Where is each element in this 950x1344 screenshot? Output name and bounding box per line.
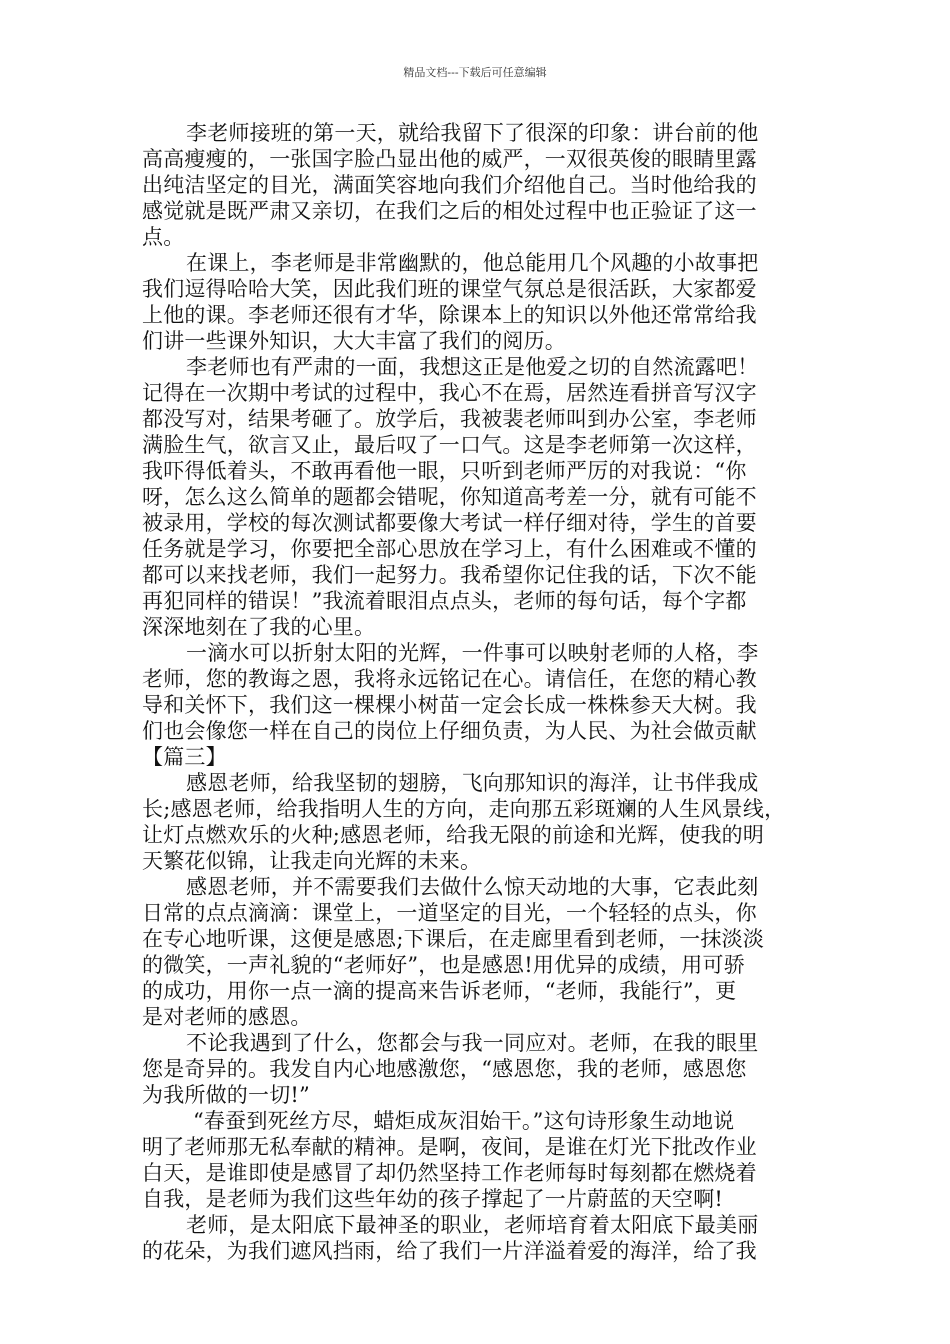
text-line: 我吓得低着头，不敢再看他一眼，只听到老师严厉的对我说：“你 (142, 459, 747, 483)
text-line: 老师，是太阳底下最神圣的职业，老师培育着太阳底下最美丽 (186, 1213, 759, 1237)
text-line: 高高瘦瘦的，一张国字脸凸显出他的威严，一双很英俊的眼睛里露 (142, 147, 757, 171)
text-line: 是对老师的感恩。 (142, 1005, 312, 1029)
text-line: 明了老师那无私奉献的精神。是啊，夜间，是谁在灯光下批改作业 (142, 1135, 757, 1159)
text-line: 白天，是谁即使是感冒了却仍然坚持工作老师每时每刻都在燃烧着 (142, 1161, 757, 1185)
text-line: 在课上，李老师是非常幽默的，他总能用几个风趣的小故事把 (186, 251, 759, 275)
text-line: 我们逗得哈哈大笑，因此我们班的课堂气氛总是很活跃，大家都爱 (142, 277, 757, 301)
text-line: 们讲一些课外知识，大大丰富了我们的阅历。 (142, 329, 566, 353)
text-line: 再犯同样的错误！”我流着眼泪点点头，老师的每句话，每个字都 (142, 589, 747, 613)
text-line: 都没写对，结果考砸了。放学后，我被裴老师叫到办公室，李老师 (142, 407, 757, 431)
text-line: 点。 (142, 225, 185, 249)
text-line: 日常的点点滴滴：课堂上，一道坚定的目光，一个轻轻的点头，你 (142, 901, 757, 925)
text-line: 老师，您的教诲之恩，我将永远铭记在心。请信任，在您的精心教 (142, 667, 757, 691)
text-line: 们也会像您一样在自己的岗位上仔细负责，为人民、为社会做贡献 (142, 719, 757, 743)
text-line: 不论我遇到了什么，您都会与我一同应对。老师，在我的眼里 (186, 1031, 759, 1055)
text-line: 的花朵，为我们遮风挡雨，给了我们一片洋溢着爱的海洋，给了我 (142, 1239, 757, 1263)
text-line: 天繁花似锦，让我走向光辉的未来。 (142, 849, 482, 873)
text-line: 的微笑，一声礼貌的“老师好”，也是感恩!用优异的成绩，用可骄 (142, 953, 745, 977)
text-line: 满脸生气，欲言又止，最后叹了一口气。这是李老师第一次这样， (142, 433, 757, 457)
text-line: 记得在一次期中考试的过程中，我心不在焉，居然连看拼音写汉字 (142, 381, 757, 405)
text-line: 深深地刻在了我的心里。 (142, 615, 376, 639)
text-line: 感恩老师，给我坚韧的翅膀，飞向那知识的海洋，让书伴我成 (186, 771, 759, 795)
text-line: 您是奇异的。我发自内心地感激您，“感恩您，我的老师，感恩您 (142, 1057, 747, 1081)
document-body (142, 120, 818, 1264)
page-header: 精品文档---下载后可任意编辑 (403, 66, 547, 79)
text-line: 一滴水可以折射太阳的光辉，一件事可以映射老师的人格，李 (186, 641, 759, 665)
text-line: 感恩老师，并不需要我们去做什么惊天动地的大事，它表此刻 (186, 875, 759, 899)
text-line: 在专心地听课，这便是感恩;下课后，在走廊里看到老师，一抹淡淡 (142, 927, 765, 951)
text-line: 的成功，用你一点一滴的提高来告诉老师，“老师，我能行”，更 (142, 979, 737, 1003)
text-line: 呀，怎么这么简单的题都会错呢，你知道高考差一分，就有可能不 (142, 485, 757, 509)
text-line: 上他的课。李老师还很有才华，除课本上的知识以外他还常常给我 (142, 303, 757, 327)
text-line: “春蚕到死丝方尽，蜡炬成灰泪始干。”这句诗形象生动地说 (193, 1109, 735, 1133)
text-line: 让灯点燃欢乐的火种;感恩老师，给我无限的前途和光辉，使我的明 (142, 823, 765, 847)
text-line: 都可以来找老师，我们一起努力。我希望你记住我的话，下次不能 (142, 563, 757, 587)
text-line: 长;感恩老师，给我指明人生的方向，走向那五彩斑斓的人生风景线， (142, 797, 786, 821)
text-line: 李老师接班的第一天，就给我留下了很深的印象：讲台前的他 (186, 121, 759, 145)
text-line: 自我，是老师为我们这些年幼的孩子撑起了一片蔚蓝的天空啊! (142, 1187, 724, 1211)
text-line: 为我所做的一切!” (142, 1083, 310, 1107)
text-line: 【篇三】 (142, 745, 227, 769)
text-line: 任务就是学习，你要把全部心思放在学习上，有什么困难或不懂的 (142, 537, 757, 561)
text-line: 出纯洁坚定的目光，满面笑容地向我们介绍他自己。当时他给我的 (142, 173, 757, 197)
text-line: 李老师也有严肃的一面，我想这正是他爱之切的自然流露吧！ (186, 355, 759, 379)
text-line: 导和关怀下，我们这一棵棵小树苗一定会长成一株株参天大树。我 (142, 693, 757, 717)
text-line: 感觉就是既严肃又亲切，在我们之后的相处过程中也正验证了这一 (142, 199, 757, 223)
text-line: 被录用，学校的每次测试都要像大考试一样仔细对待，学生的首要 (142, 511, 757, 535)
